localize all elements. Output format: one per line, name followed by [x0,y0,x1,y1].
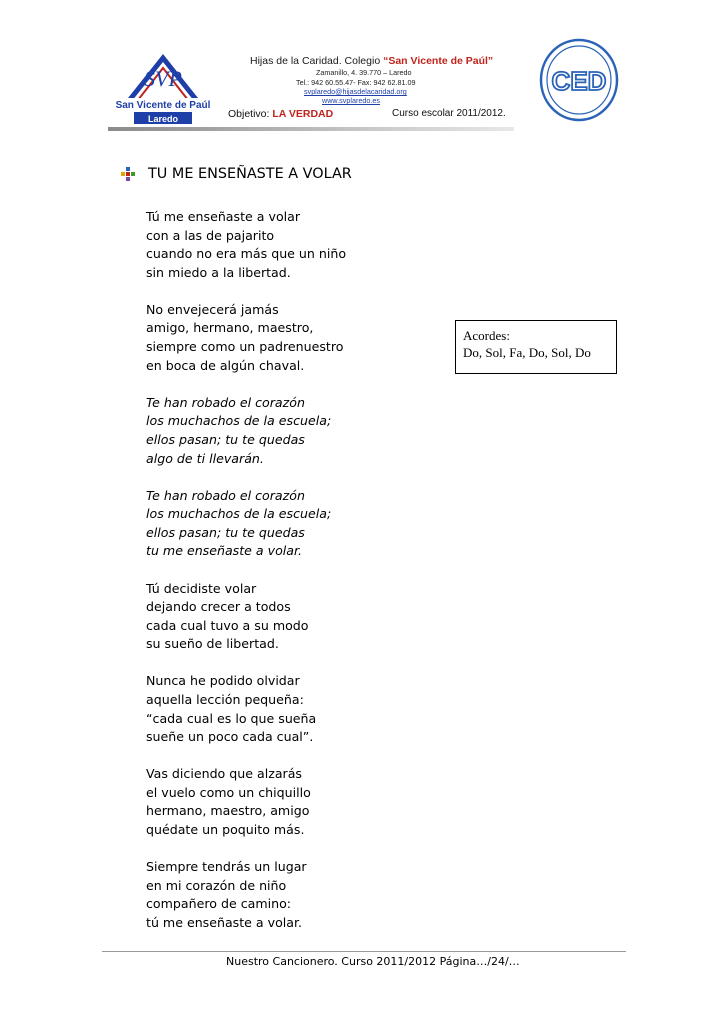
lyrics [146,208,476,951]
lyric-line: su sueño de libertad. [146,636,279,652]
school-address: Zamanillo, 4. 39.770 – Laredo [316,68,412,77]
letterhead [108,40,514,132]
ced-logo [538,38,620,122]
logo-name: San Vicente de Paúl [115,100,211,111]
lyric-line: los muchachos de la escuela; [146,413,332,429]
lyric-line: en boca de algún chaval. [146,357,305,373]
lyric-line: cada cual tuvo a su modo [146,617,309,633]
stanza [146,672,476,746]
lyric-line: sin miedo a la libertad. [146,264,291,280]
lyric-line: los muchachos de la escuela; [146,506,332,522]
stanza [146,487,476,561]
lyric-line: aquella lección pequeña: [146,691,304,707]
lyric-line: Tú decidiste volar [146,580,257,596]
chords-list: Do, Sol, Fa, Do, Sol, Do [463,345,591,360]
stanza [146,394,476,468]
school-phone: Tel.: 942 60.55.47- Fax: 942 62.81.09 [296,78,416,87]
school-logo [108,44,218,130]
lyric-line: tú me enseñaste a volar. [146,914,303,930]
logo-letters: SVP [144,66,182,91]
lyric-line: “cada cual es lo que sueña [146,710,317,726]
lyric-line: amigo, hermano, maestro, [146,320,314,336]
logo-place: Laredo [147,114,179,124]
lyric-line: Te han robado el corazón [146,487,305,503]
stanza [146,858,476,932]
lyric-line: con a las de pajarito [146,227,275,243]
stanza [146,301,476,375]
header-divider [108,127,514,131]
lyric-line: ellos pasan; tu te quedas [146,524,305,540]
lyric-line: compañero de camino: [146,896,292,912]
lyric-line: quédate un poquito más. [146,822,305,838]
lyric-line: en mi corazón de niño [146,877,287,893]
ced-letters: CED [551,66,607,96]
lyric-line: Siempre tendrás un lugar [146,859,307,875]
stanza [146,765,476,839]
lyric-line: dejando crecer a todos [146,599,291,615]
school-email[interactable]: svplaredo@hijasdelacaridad.org [304,87,407,96]
stanza [146,580,476,654]
chords-label: Acordes: [463,328,510,343]
chords-box [455,320,617,374]
footer-divider [102,951,626,952]
lyric-line: algo de ti llevarán. [146,450,264,466]
objective: Objetivo: LA VERDAD [228,108,334,120]
school-web[interactable]: www.svplaredo.es [322,96,380,105]
lyric-line: sueñe un poco cada cual”. [146,729,314,745]
song-title: TU ME ENSEÑASTE A VOLAR [148,166,352,182]
footer-text: Nuestro Cancionero. Curso 2011/2012 Página…/24/… [226,955,520,968]
lyric-line: cuando no era más que un niño [146,246,347,262]
lyric-line: tu me enseñaste a volar. [146,543,303,559]
school-title: Hijas de la Caridad. Colegio “San Vicente de Paúl” [250,55,494,67]
lyric-line: ellos pasan; tu te quedas [146,431,305,447]
lyric-line: Nunca he podido olvidar [146,673,300,689]
bullet-icon [121,167,135,181]
lyric-line: el vuelo como un chiquillo [146,784,311,800]
school-year: Curso escolar 2011/2012. [392,108,506,119]
lyric-line: siempre como un padrenuestro [146,339,344,355]
lyric-line: hermano, maestro, amigo [146,803,310,819]
lyric-line: Vas diciendo que alzarás [146,766,302,782]
lyric-line: Te han robado el corazón [146,394,305,410]
lyric-line: Tú me enseñaste a volar [146,209,301,224]
stanza [146,208,476,282]
lyric-line: No envejecerá jamás [146,301,279,317]
